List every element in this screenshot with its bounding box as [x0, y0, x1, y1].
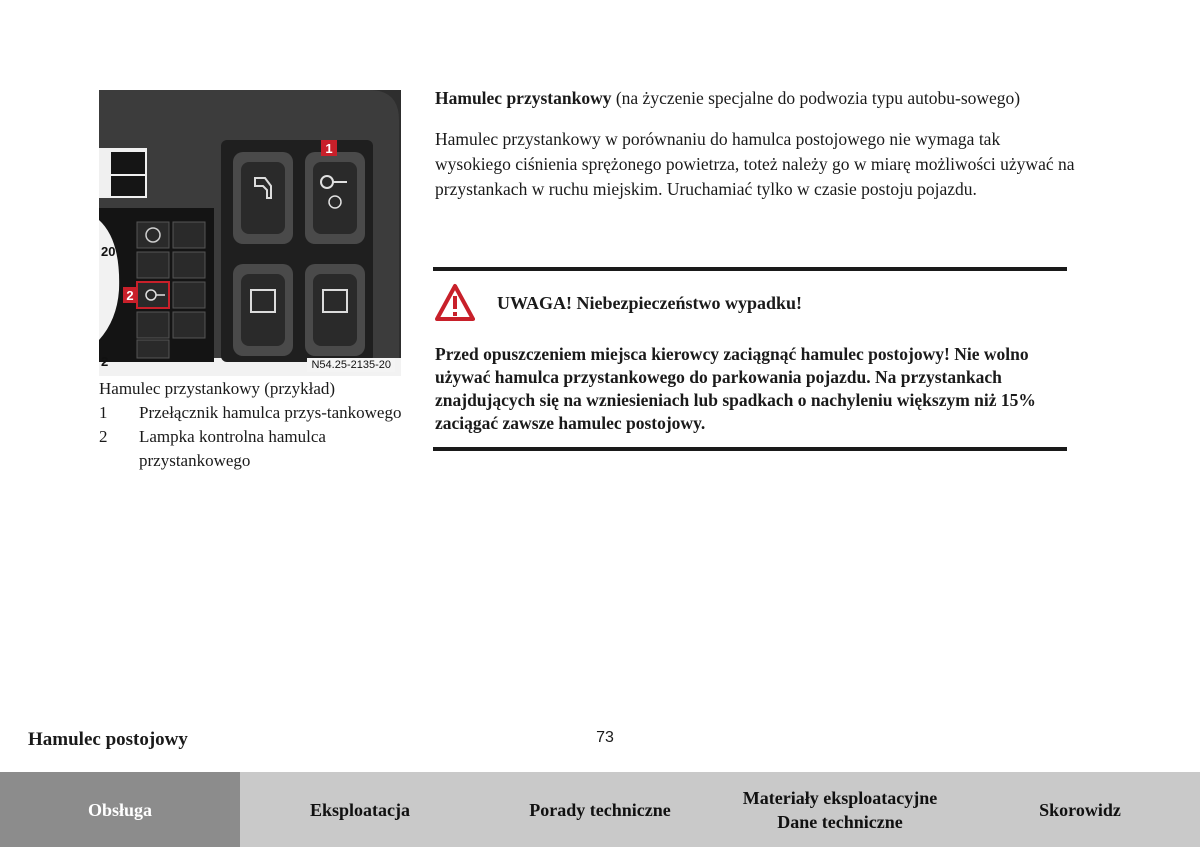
section-heading [435, 86, 1075, 111]
legend-text: Przełącznik hamulca przys-tankowego [139, 403, 402, 422]
figure-code-label: N54.25-2135-20 [307, 358, 395, 372]
dashboard-illustration [99, 90, 401, 376]
warning-text: Przed opuszczeniem miejsca kierowcy zaciągnąć hamulec postojowy! Nie wolno używać hamulca przystankowego do parkowania pojazdu. Na przystankach znajdujących się na wzniesieniach lub spadkach o nachyleniu większym niż 15% zaciągać zawsze hamulec postojowy. [435, 344, 1036, 433]
nav-materialy-line1: Materiały eksploatacyjne [742, 787, 938, 808]
page-number: 73 [596, 729, 614, 746]
nav-skorowidz[interactable]: Skorowidz [960, 772, 1200, 847]
caption-title: Hamulec przystankowy (przykład) [99, 379, 336, 398]
warning-box [433, 267, 1067, 451]
heading-bold: Hamulec przystankowy [435, 88, 612, 108]
figure-caption [99, 377, 409, 473]
stop-brake-switch [305, 152, 365, 244]
legend-number: 2 [99, 427, 108, 446]
nav-materialy-dane[interactable] [720, 772, 960, 847]
switch-bottom-right [305, 264, 365, 356]
legend-text: Lampka kontrolna hamulca przystankowego [139, 427, 326, 470]
heading-rest: (na życzenie specjalne do podwozia typu autobu-sowego) [611, 88, 1021, 108]
main-content [435, 86, 1075, 202]
switch-bottom-left [233, 264, 293, 356]
gauge-number-20: 20 [101, 244, 116, 259]
nav-materialy-line2: Dane techniczne [777, 811, 903, 832]
warning-triangle-icon [435, 283, 475, 323]
nav-porady-techniczne[interactable]: Porady techniczne [480, 772, 720, 847]
warning-title: UWAGA! Niebezpieczeństwo wypadku! [497, 292, 802, 313]
legend-item [99, 401, 409, 425]
marker-1-label: 1 [325, 141, 333, 156]
gauge-number-2: 2 [101, 354, 109, 369]
warning-header [433, 271, 1067, 335]
bottom-navigation [0, 772, 1200, 847]
switch-top-left [233, 152, 293, 244]
legend-item [99, 425, 409, 473]
body-paragraph: Hamulec przystankowy w porównaniu do hamulca postojowego nie wymaga tak wysokiego ciśnienia sprężonego powietrza, toteż należy go w miarę możliwości używać na przystankach w ruchu miejskim. Uruchamiać tylko w czasie postoju pojazdu. [435, 129, 1075, 199]
marker-2-label: 2 [126, 288, 134, 303]
legend-number: 1 [99, 403, 108, 422]
footer-section-title: Hamulec postojowy [28, 729, 188, 750]
dashboard-photo [99, 90, 401, 376]
nav-obsluga[interactable]: Obsługa [0, 772, 240, 847]
warning-bottom-rule [433, 447, 1067, 451]
nav-eksploatacja[interactable]: Eksploatacja [240, 772, 480, 847]
